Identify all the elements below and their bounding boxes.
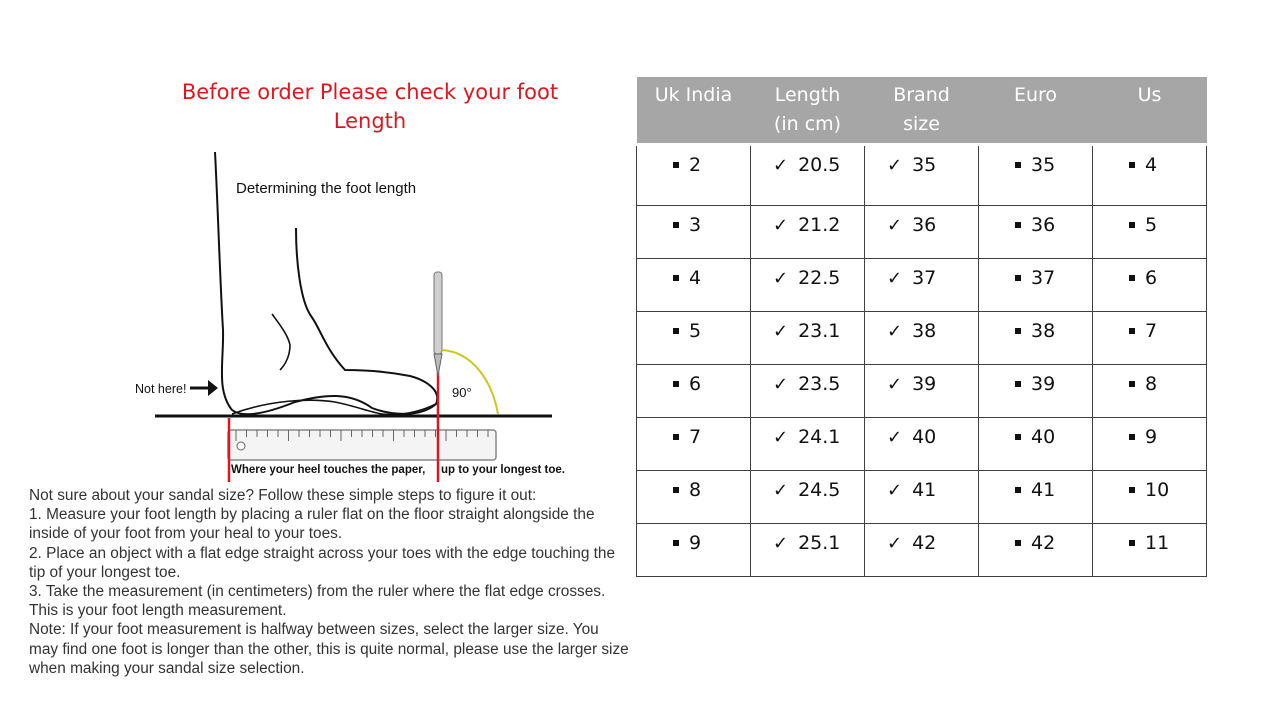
foot-measure-diagram: [120, 140, 580, 485]
cell-value: 23.1: [798, 320, 841, 342]
diagram-title: Determining the foot length: [236, 180, 417, 197]
table-header-row: [637, 77, 1207, 145]
toe-caption: up to your longest toe.: [441, 464, 565, 476]
square-bullet-icon: [673, 487, 679, 493]
square-bullet-icon: [1015, 222, 1021, 228]
square-bullet-icon: [1129, 540, 1135, 546]
square-bullet-icon: [1015, 162, 1021, 168]
cell-euro: [979, 206, 1093, 259]
square-bullet-icon: [673, 328, 679, 334]
checkmark-icon: ✓: [887, 267, 903, 289]
page-heading: [150, 78, 590, 136]
cell-us: [1093, 365, 1207, 418]
header-us: Us: [1093, 77, 1207, 145]
checkmark-icon: ✓: [773, 320, 789, 342]
cell-euro: [979, 418, 1093, 471]
square-bullet-icon: [1129, 328, 1135, 334]
cell-value: 7: [689, 426, 702, 448]
square-bullet-icon: [1015, 328, 1021, 334]
checkmark-icon: ✓: [773, 373, 789, 395]
square-bullet-icon: [673, 222, 679, 228]
checkmark-icon: ✓: [773, 532, 789, 554]
instruction-line: Not sure about your sandal size? Follow these simple steps to figure it out:: [29, 487, 537, 504]
table-row: [637, 145, 1207, 206]
cell-brand: [865, 418, 979, 471]
cell-value: 37: [912, 267, 937, 289]
table-row: [637, 312, 1207, 365]
cell-value: 4: [1145, 154, 1158, 176]
pencil-tip: [434, 354, 442, 376]
cell-value: 38: [1031, 320, 1056, 342]
header-euro: Euro: [979, 77, 1093, 145]
square-bullet-icon: [1129, 434, 1135, 440]
checkmark-icon: ✓: [773, 479, 789, 501]
heading-line-1: Before order Please check your foot: [181, 80, 559, 104]
pencil-body: [434, 272, 442, 354]
instruction-line: 1. Measure your foot length by placing a ruler flat on the floor straight alongside the inside of your foot from your heal to your toes.: [29, 506, 595, 543]
cell-value: 5: [689, 320, 702, 342]
cell-uk-india: [637, 259, 751, 312]
cell-value: 41: [1031, 479, 1056, 501]
instruction-line: Note: If your foot measurement is halfway between sizes, select the larger size. You may find one foot is longer than the other, this is quite normal, please use the larger size when making your sandal size selection.: [29, 621, 629, 677]
cell-brand: [865, 471, 979, 524]
square-bullet-icon: [1015, 275, 1021, 281]
checkmark-icon: ✓: [773, 214, 789, 236]
cell-uk-india: [637, 365, 751, 418]
table-row: [637, 365, 1207, 418]
sizing-instructions: [29, 486, 629, 678]
square-bullet-icon: [1015, 434, 1021, 440]
checkmark-icon: ✓: [887, 320, 903, 342]
cell-length: [751, 206, 865, 259]
cell-us: [1093, 524, 1207, 577]
angle-arc: [442, 350, 498, 414]
cell-value: 36: [1031, 214, 1056, 236]
cell-length: [751, 471, 865, 524]
instruction-line: 2. Place an object with a flat edge straight across your toes with the edge touching the tip of your longest toe.: [29, 544, 616, 581]
cell-length: [751, 365, 865, 418]
cell-uk-india: [637, 206, 751, 259]
cell-length: [751, 418, 865, 471]
ankle-bone-line: [272, 314, 290, 370]
ruler-hole: [237, 442, 245, 450]
cell-brand: [865, 206, 979, 259]
header-length: Length (in cm): [751, 77, 865, 145]
header-brand-size: Brand size: [865, 77, 979, 145]
cell-value: 7: [1145, 320, 1158, 342]
cell-brand: [865, 365, 979, 418]
square-bullet-icon: [673, 162, 679, 168]
cell-value: 24.5: [798, 479, 841, 501]
cell-value: 23.5: [798, 373, 841, 395]
square-bullet-icon: [1015, 381, 1021, 387]
cell-euro: [979, 312, 1093, 365]
cell-length: [751, 259, 865, 312]
square-bullet-icon: [1129, 222, 1135, 228]
checkmark-icon: ✓: [887, 426, 903, 448]
checkmark-icon: ✓: [887, 532, 903, 554]
cell-value: 25.1: [798, 532, 841, 554]
cell-length: [751, 524, 865, 577]
cell-value: 41: [912, 479, 937, 501]
arrow-right-icon: [190, 380, 218, 396]
cell-value: 39: [1031, 373, 1056, 395]
cell-us: [1093, 145, 1207, 206]
cell-value: 3: [689, 214, 702, 236]
cell-euro: [979, 259, 1093, 312]
cell-length: [751, 145, 865, 206]
cell-euro: [979, 365, 1093, 418]
cell-value: 6: [1145, 267, 1158, 289]
cell-value: 37: [1031, 267, 1056, 289]
cell-brand: [865, 312, 979, 365]
size-rows: [637, 145, 1207, 577]
cell-us: [1093, 206, 1207, 259]
cell-value: 2: [689, 154, 702, 176]
cell-uk-india: [637, 418, 751, 471]
table-row: [637, 471, 1207, 524]
cell-us: [1093, 418, 1207, 471]
cell-us: [1093, 259, 1207, 312]
cell-value: 4: [689, 267, 702, 289]
square-bullet-icon: [1129, 275, 1135, 281]
heel-caption: Where your heel touches the paper,: [231, 464, 426, 476]
checkmark-icon: ✓: [887, 373, 903, 395]
square-bullet-icon: [673, 275, 679, 281]
instruction-line: 3. Take the measurement (in centimeters) from the ruler where the flat edge crosses. This is your foot length measurement.: [29, 583, 606, 620]
cell-uk-india: [637, 524, 751, 577]
square-bullet-icon: [673, 381, 679, 387]
cell-value: 9: [689, 532, 702, 554]
cell-brand: [865, 524, 979, 577]
cell-value: 40: [912, 426, 937, 448]
table-row: [637, 418, 1207, 471]
square-bullet-icon: [673, 540, 679, 546]
angle-label: 90°: [452, 385, 472, 400]
cell-uk-india: [637, 145, 751, 206]
square-bullet-icon: [1129, 162, 1135, 168]
cell-value: 8: [1145, 373, 1158, 395]
cell-value: 10: [1145, 479, 1170, 501]
size-chart-table: [636, 77, 1207, 577]
cell-us: [1093, 312, 1207, 365]
cell-value: 20.5: [798, 154, 841, 176]
cell-value: 21.2: [798, 214, 841, 236]
heading-line-2: Length: [333, 109, 407, 133]
cell-value: 8: [689, 479, 702, 501]
square-bullet-icon: [1129, 381, 1135, 387]
checkmark-icon: ✓: [887, 479, 903, 501]
cell-brand: [865, 145, 979, 206]
cell-us: [1093, 471, 1207, 524]
cell-value: 35: [912, 154, 937, 176]
cell-value: 24.1: [798, 426, 841, 448]
table-row: [637, 206, 1207, 259]
table-row: [637, 259, 1207, 312]
cell-value: 9: [1145, 426, 1158, 448]
cell-length: [751, 312, 865, 365]
checkmark-icon: ✓: [887, 214, 903, 236]
square-bullet-icon: [673, 434, 679, 440]
cell-euro: [979, 471, 1093, 524]
cell-value: 36: [912, 214, 937, 236]
cell-value: 5: [1145, 214, 1158, 236]
cell-value: 39: [912, 373, 937, 395]
cell-value: 40: [1031, 426, 1056, 448]
cell-value: 42: [912, 532, 937, 554]
cell-uk-india: [637, 471, 751, 524]
cell-euro: [979, 145, 1093, 206]
cell-brand: [865, 259, 979, 312]
cell-value: 35: [1031, 154, 1056, 176]
checkmark-icon: ✓: [773, 154, 789, 176]
header-uk-india: Uk India: [637, 77, 751, 145]
square-bullet-icon: [1129, 487, 1135, 493]
cell-value: 42: [1031, 532, 1056, 554]
cell-value: 38: [912, 320, 937, 342]
checkmark-icon: ✓: [773, 267, 789, 289]
checkmark-icon: ✓: [773, 426, 789, 448]
cell-value: 6: [689, 373, 702, 395]
cell-uk-india: [637, 312, 751, 365]
square-bullet-icon: [1015, 487, 1021, 493]
square-bullet-icon: [1015, 540, 1021, 546]
not-here-label: Not here!: [135, 382, 187, 396]
cell-value: 22.5: [798, 267, 841, 289]
cell-value: 11: [1145, 532, 1170, 554]
cell-euro: [979, 524, 1093, 577]
table-row: [637, 524, 1207, 577]
checkmark-icon: ✓: [887, 154, 903, 176]
